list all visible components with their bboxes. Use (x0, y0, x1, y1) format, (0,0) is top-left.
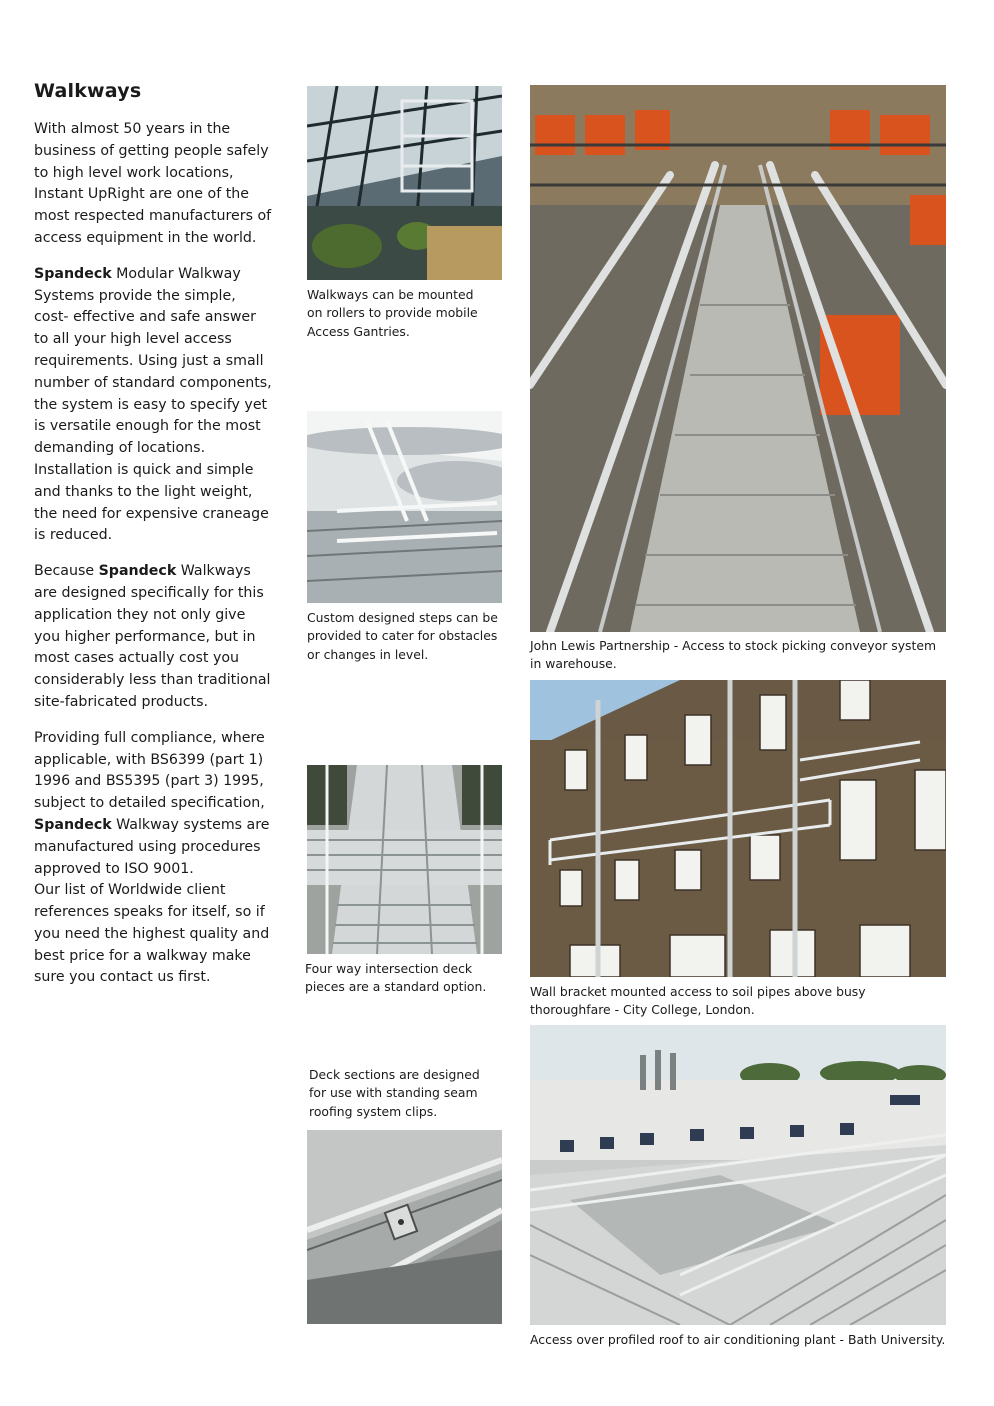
caption-line: roofing system clips. (309, 1103, 438, 1119)
body-text-column (34, 119, 272, 989)
caption-line: in warehouse. (530, 656, 617, 672)
john-lewis-caption (530, 637, 936, 674)
intersection-deck-caption (305, 960, 486, 997)
brand-name: Spandeck (34, 816, 112, 833)
bath-university-caption (530, 1331, 945, 1349)
intro-paragraph: With almost 50 years in the business of getting people safely to high level work locations, Instant UpRight are one of the most respected manufacturers of access equipment in the world. (34, 121, 272, 246)
bath-university-photo (530, 1025, 946, 1325)
paragraph-text: Walkway systems are manufactured using procedures approved to ISO 9001. (34, 816, 270, 877)
spandeck-paragraph (34, 264, 272, 547)
intersection-deck-photo (307, 765, 502, 954)
caption-line: for use with standing seam (309, 1085, 478, 1101)
caption-line: Four way intersection deck (305, 961, 473, 976)
caption-line: John Lewis Partnership - Access to stock picking conveyor system (530, 638, 937, 653)
caption-line: Access Gantries. (307, 323, 410, 339)
paragraph-text: Providing full compliance, where applicable, with BS6399 (part 1) 1996 and BS5395 (part 3) 1995, subject to detailed specification, (34, 729, 265, 812)
performance-paragraph (34, 561, 272, 714)
city-college-photo (530, 680, 946, 977)
caption-line: pieces are a standard option. (305, 979, 487, 995)
mobile-gantry-photo (307, 86, 502, 280)
page-title: Walkways (34, 80, 142, 102)
city-college-caption (530, 983, 866, 1020)
caption-line: provided to cater for obstacles (307, 628, 498, 644)
references-paragraph: Our list of Worldwide client references speaks for itself, so if you need the highest quality and best price for a walkway make sure you contact us first. (34, 882, 270, 986)
caption-line: Custom designed steps can be (307, 610, 498, 625)
caption-line: or changes in level. (307, 646, 429, 662)
custom-steps-caption (307, 609, 498, 664)
paragraph-text: Because (34, 563, 99, 580)
john-lewis-photo (530, 85, 946, 632)
brand-name: Spandeck (98, 563, 177, 580)
caption-line: Walkways can be mounted (307, 287, 474, 302)
deck-sections-caption (309, 1066, 480, 1121)
brand-name: Spandeck (34, 265, 112, 282)
custom-steps-photo (307, 411, 502, 603)
paragraph-text: Modular Walkway Systems provide the simple, cost- effective and safe answer to all your high level access requirements. Using just a small number of standard components, the system is easy to specify yet is versatile enough for the most demanding of locations. Installation is quick and simple and thanks to the light weight, the need for expensive craneage is reduced. (34, 265, 272, 544)
caption-line: Wall bracket mounted access to soil pipes above busy (530, 984, 866, 999)
caption-line: Access over profiled roof to air conditioning plant - Bath University. (530, 1332, 946, 1347)
caption-line: on rollers to provide mobile (307, 305, 478, 321)
paragraph-text: Walkways are designed specifically for this application they not only give you higher performance, but in most cases actually cost you considerably less than traditional site-fabricated products. (34, 563, 271, 710)
mobile-gantry-caption (307, 286, 478, 341)
compliance-paragraph (34, 728, 272, 881)
deck-sections-photo (307, 1130, 502, 1324)
caption-line: Deck sections are designed (309, 1067, 480, 1082)
caption-line: thoroughfare - City College, London. (530, 1002, 755, 1018)
